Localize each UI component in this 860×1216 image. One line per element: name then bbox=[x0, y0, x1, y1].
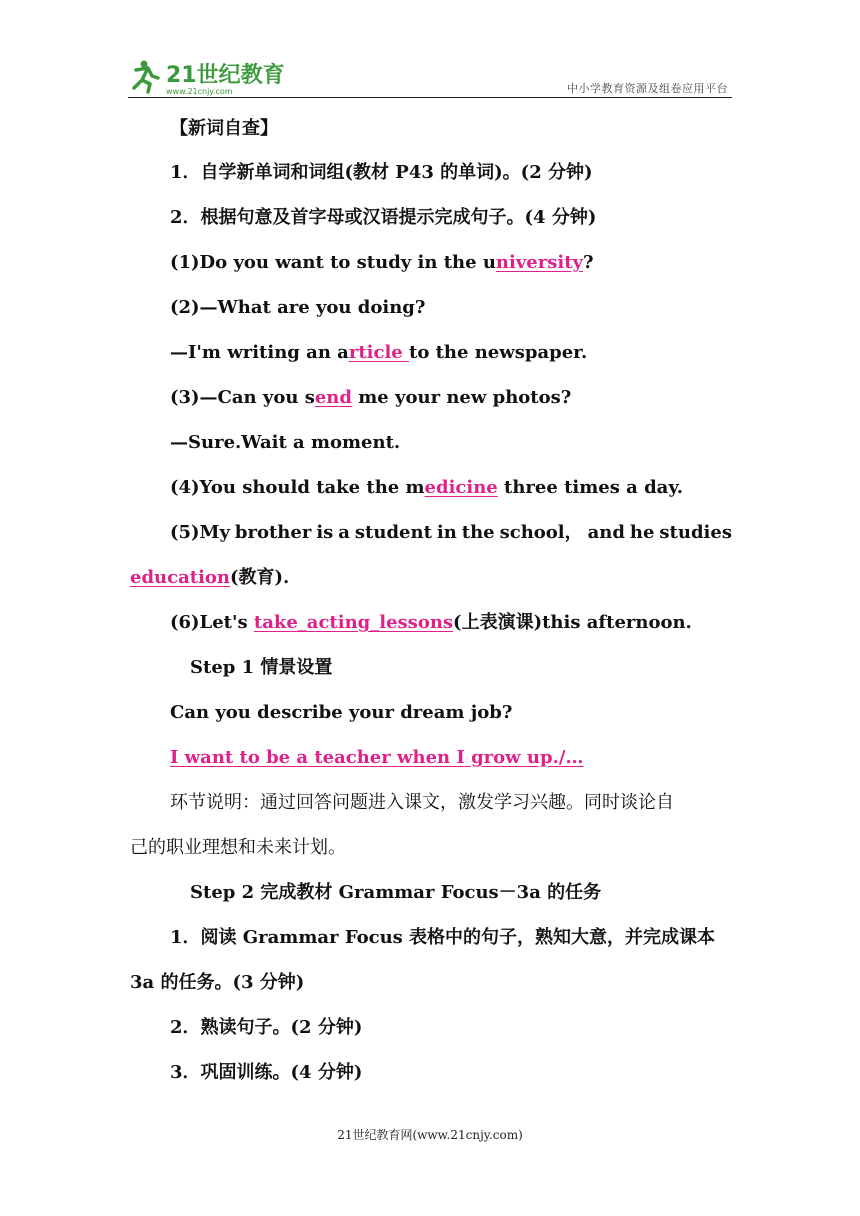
section-title: 【新词自查】 bbox=[170, 118, 278, 139]
answer: rticle bbox=[348, 342, 409, 363]
answer: education bbox=[130, 567, 230, 588]
question-5-words bbox=[170, 518, 732, 548]
question-5a bbox=[0, 518, 732, 548]
question-1: (1)Do you want to study in the university? bbox=[170, 252, 594, 273]
step-2-item-1a: 1．阅读 Grammar Focus 表格中的句子，熟知大意，并完成课本 bbox=[170, 927, 716, 948]
answer: edicine bbox=[424, 477, 498, 498]
question-3b: —Sure.Wait a moment. bbox=[170, 432, 401, 453]
note-line-2: 己的职业理想和未来计划。 bbox=[130, 837, 346, 858]
question-5-word: the bbox=[461, 522, 495, 543]
answer: end bbox=[314, 387, 352, 408]
question-5b: education(教育). bbox=[130, 567, 290, 588]
question-3a: (3)—Can you send me your new photos? bbox=[170, 387, 572, 408]
question-5-word: a bbox=[338, 522, 350, 543]
question-5-word: brother bbox=[234, 522, 312, 543]
question-5-word: school， bbox=[499, 522, 583, 543]
header-tagline: 中小学教育资源及组卷应用平台 bbox=[567, 82, 728, 95]
page-footer: 21世纪教育网(www.21cnjy.com) bbox=[337, 1128, 523, 1142]
question-2b: —I'm writing an article to the newspaper. bbox=[170, 342, 588, 363]
question-5-word: in bbox=[436, 522, 457, 543]
step-1-answer bbox=[0, 743, 860, 773]
question-5-word: (5)My bbox=[170, 522, 230, 543]
question-6: (6)Let's take_acting_lessons(上表演课)this afternoon. bbox=[170, 612, 692, 633]
answer: take_acting_lessons bbox=[253, 612, 454, 633]
question-5-word: student bbox=[354, 522, 432, 543]
question-5-word: studies bbox=[659, 522, 732, 543]
question-5-word: is bbox=[316, 522, 334, 543]
note-line-1: 环节说明：通过回答问题进入课文，激发学习兴趣。同时谈论自 bbox=[170, 792, 674, 813]
step-2-item-2: 2．熟读句子。(2 分钟) bbox=[170, 1017, 363, 1038]
question-2a: (2)—What are you doing? bbox=[170, 297, 426, 318]
item-1: 1．自学新单词和词组(教材 P43 的单词)。(2 分钟) bbox=[170, 162, 593, 183]
item-2: 2．根据句意及首字母或汉语提示完成句子。(4 分钟) bbox=[170, 207, 597, 228]
question-5-word: and bbox=[587, 522, 625, 543]
step-2-heading: Step 2 完成教材 Grammar Focus－3a 的任务 bbox=[190, 882, 602, 903]
step-2-item-3: 3．巩固训练。(4 分钟) bbox=[170, 1062, 363, 1083]
answer: I want to be a teacher when I grow up./… bbox=[170, 747, 584, 768]
page-header bbox=[128, 58, 732, 96]
runner-icon bbox=[134, 61, 158, 93]
logo bbox=[128, 58, 288, 98]
header-divider bbox=[128, 97, 732, 98]
svg-text:21世纪教育: 21世纪教育 bbox=[166, 63, 285, 88]
step-2-item-1b: 3a 的任务。(3 分钟) bbox=[130, 972, 305, 993]
answer: niversity bbox=[495, 252, 583, 273]
step-1-question: Can you describe your dream job? bbox=[170, 702, 513, 723]
step-1-heading: Step 1 情景设置 bbox=[190, 657, 333, 678]
question-5-word: he bbox=[629, 522, 655, 543]
question-4: (4)You should take the medicine three times a day. bbox=[170, 477, 683, 498]
svg-text:www.21cnjy.com: www.21cnjy.com bbox=[166, 87, 233, 96]
